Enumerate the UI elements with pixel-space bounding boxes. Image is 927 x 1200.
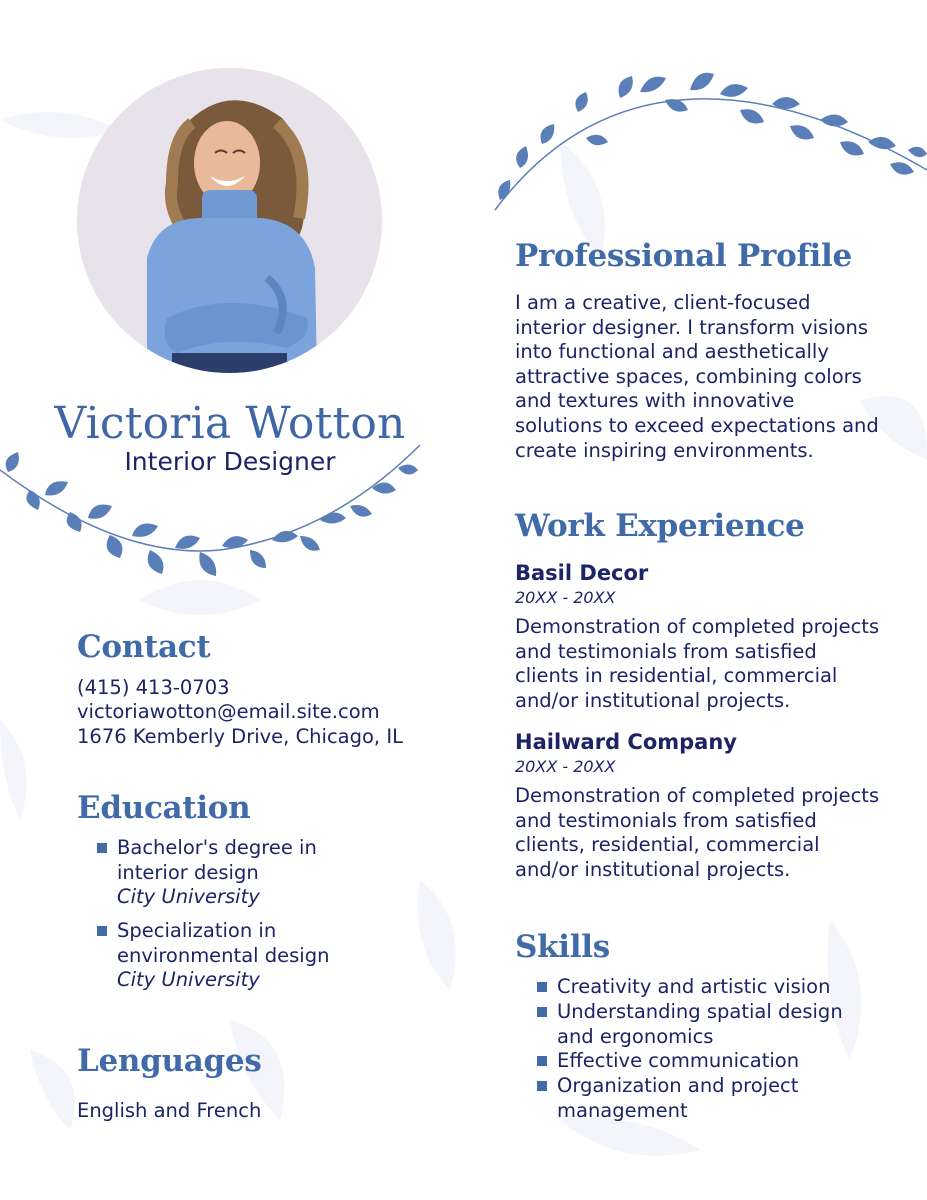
- contact-heading: Contact: [77, 629, 211, 665]
- profile-line: create inspiring environments.: [515, 438, 814, 462]
- languages-heading: Lenguages: [77, 1043, 262, 1079]
- woman-portrait-photo: [77, 68, 382, 373]
- contact-phone: (415) 413-0703: [77, 676, 230, 699]
- skill-item: [537, 1074, 798, 1123]
- education-item: [97, 919, 329, 993]
- job-dates: 20XX - 20XX: [515, 588, 616, 607]
- profile-line: attractive spaces, combining colors: [515, 364, 862, 388]
- work-heading: Work Experience: [515, 508, 805, 544]
- job-line: clients in residential, commercial: [515, 664, 838, 688]
- profile-text: [515, 291, 879, 463]
- contact-address: 1676 Kemberly Drive, Chicago, IL: [77, 725, 403, 748]
- leaf-garland-left: [0, 440, 430, 610]
- bullet-square-icon: [97, 843, 107, 853]
- profile-line: solutions to exceed expectations and: [515, 413, 879, 437]
- languages-text: English and French: [77, 1099, 262, 1122]
- profile-line: and textures with innovative: [515, 389, 795, 413]
- person-name: Victoria Wotton: [54, 398, 406, 449]
- profile-line: I am a creative, client-focused: [515, 291, 811, 314]
- job-line: Demonstration of completed projects: [515, 615, 880, 638]
- job-line: and/or institutional projects.: [515, 857, 791, 881]
- education-degree-line1: Bachelor's degree in: [117, 836, 317, 859]
- skill-text: management: [557, 1098, 688, 1122]
- bullet-square-icon: [537, 982, 547, 992]
- profile-photo: [77, 68, 382, 373]
- person-role: Interior Designer: [124, 447, 336, 476]
- education-school: City University: [117, 968, 260, 992]
- profile-line: into functional and aesthetically: [515, 340, 829, 364]
- education-degree-line1: Specialization in: [117, 919, 277, 942]
- profile-heading: Professional Profile: [515, 238, 852, 274]
- skill-text: Effective communication: [557, 1049, 800, 1072]
- job-company: Hailward Company: [515, 730, 737, 754]
- skill-text: and ergonomics: [557, 1024, 714, 1048]
- education-degree-line2: environmental design: [117, 943, 330, 967]
- job-company: Basil Decor: [515, 561, 649, 585]
- job-description: [515, 784, 879, 882]
- skill-item: [537, 1049, 799, 1074]
- skills-heading: Skills: [515, 929, 610, 965]
- contact-email: victoriawotton@email.site.com: [77, 700, 380, 723]
- education-heading: Education: [77, 790, 251, 826]
- leaf-garland-right: [490, 50, 927, 220]
- skill-item: [537, 1000, 843, 1049]
- bullet-square-icon: [537, 1007, 547, 1017]
- skill-text: Creativity and artistic vision: [557, 975, 831, 998]
- job-line: and testimonials from satisfied: [515, 639, 817, 663]
- bullet-square-icon: [537, 1081, 547, 1091]
- bullet-square-icon: [97, 926, 107, 936]
- job-line: and testimonials from satisfied: [515, 808, 817, 832]
- job-dates: 20XX - 20XX: [515, 757, 616, 776]
- job-line: Demonstration of completed projects: [515, 784, 880, 807]
- job-line: and/or institutional projects.: [515, 688, 791, 712]
- education-degree-line2: interior design: [117, 860, 259, 884]
- job-description: [515, 615, 879, 713]
- education-school: City University: [117, 885, 260, 909]
- education-item: [97, 836, 317, 910]
- bullet-square-icon: [537, 1056, 547, 1066]
- skill-text: Organization and project: [557, 1074, 799, 1097]
- skill-item: [537, 975, 830, 1000]
- skill-text: Understanding spatial design: [557, 1000, 843, 1023]
- profile-line: interior designer. I transform visions: [515, 315, 869, 339]
- job-line: clients, residential, commercial: [515, 833, 820, 857]
